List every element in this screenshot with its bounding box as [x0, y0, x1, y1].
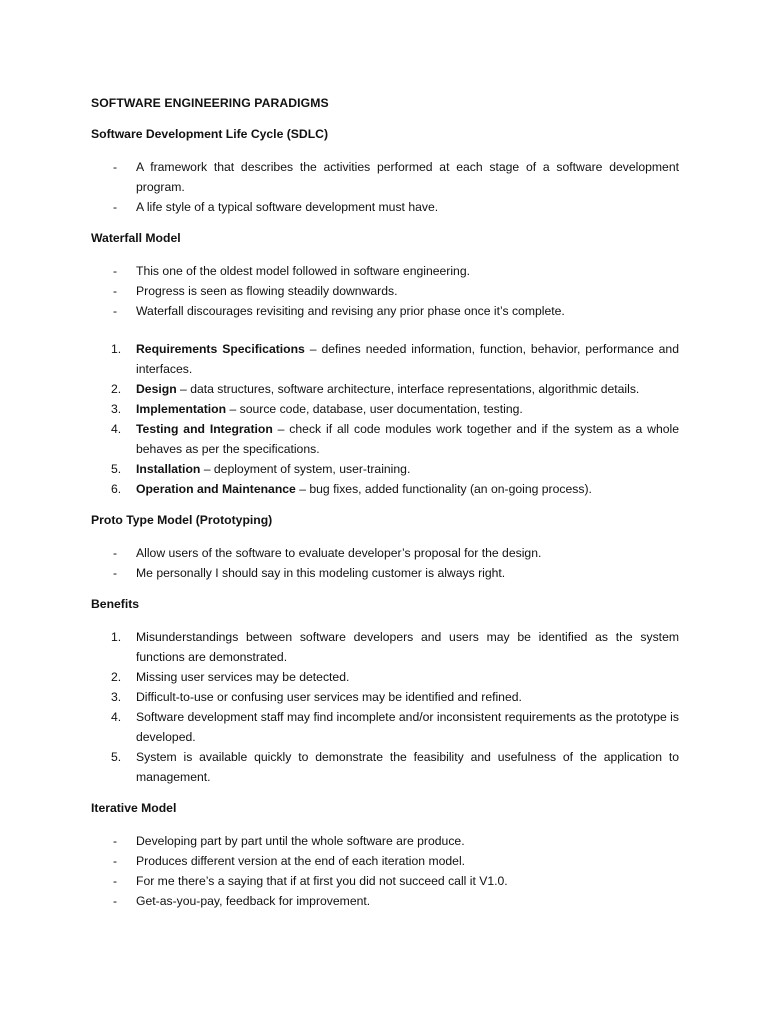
list-item: - For me there’s a saying that if at first you did not succeed call it V1.0.	[91, 871, 679, 891]
list-item: - Developing part by part until the whole software are produce.	[91, 831, 679, 851]
list-item: - Produces different version at the end of each iteration model.	[91, 851, 679, 871]
heading-waterfall-model: Waterfall Model	[91, 231, 181, 245]
list-item	[91, 339, 679, 379]
list-item: - A life style of a typical software development must have.	[91, 197, 679, 217]
list-item	[91, 707, 679, 747]
heading-benefits: Benefits	[91, 597, 140, 611]
heading-sdlc: Software Development Life Cycle (SDLC)	[91, 127, 329, 141]
phase-description: – defines needed information, function, behavior, performance and interfaces.	[136, 342, 679, 376]
item-number: 2.	[111, 382, 122, 396]
list-item: - This one of the oldest model followed in software engineering.	[91, 261, 679, 281]
list-item	[91, 419, 679, 459]
list-item: - A framework that describes the activities performed at each stage of a software development program.	[91, 157, 679, 197]
item-number: 3.	[111, 690, 122, 704]
phase-term: Operation and Maintenance	[136, 482, 296, 496]
item-number: 4.	[111, 710, 122, 724]
list-item: - Allow users of the software to evaluate developer’s proposal for the design.	[91, 543, 679, 563]
benefit-text: Missing user services may be detected.	[136, 670, 350, 684]
item-number: 4.	[111, 422, 122, 436]
heading-iterative-model: Iterative Model	[91, 801, 177, 815]
item-number: 1.	[111, 630, 122, 644]
sdlc-bullet-list	[91, 157, 679, 217]
iterative-bullet-list	[91, 831, 679, 911]
list-item	[91, 399, 679, 419]
waterfall-phases-list	[91, 339, 679, 499]
list-item	[91, 627, 679, 667]
phase-term: Implementation	[136, 402, 227, 416]
list-item	[91, 459, 679, 479]
list-item	[91, 667, 679, 687]
phase-description: – bug fixes, added functionality (an on-going process).	[295, 482, 592, 496]
phase-description: – source code, database, user documentation, testing.	[226, 402, 523, 416]
benefit-text: Software development staff may find incomplete and/or inconsistent requirements as the prototype is developed.	[136, 710, 679, 744]
benefit-text: System is available quickly to demonstrate the feasibility and usefulness of the application to management.	[136, 750, 679, 784]
phase-term: Testing and Integration	[136, 422, 273, 436]
item-number: 3.	[111, 402, 122, 416]
phase-term: Installation	[136, 462, 201, 476]
phase-description: – check if all code modules work together and if the system as a whole behaves as per the specifications.	[136, 422, 679, 456]
list-item	[91, 479, 679, 499]
heading-prototype-model: Proto Type Model (Prototyping)	[91, 513, 273, 527]
phase-term: Design	[136, 382, 177, 396]
list-item	[91, 379, 679, 399]
list-item: - Progress is seen as flowing steadily downwards.	[91, 281, 679, 301]
list-item	[91, 747, 679, 787]
benefit-text: Difficult-to-use or confusing user services may be identified and refined.	[136, 690, 522, 704]
item-number: 6.	[111, 482, 122, 496]
item-number: 2.	[111, 670, 122, 684]
item-number: 1.	[111, 342, 122, 356]
item-number: 5.	[111, 750, 122, 764]
list-item	[91, 687, 679, 707]
document-body	[91, 93, 679, 922]
list-item: - Waterfall discourages revisiting and revising any prior phase once it’s complete.	[91, 301, 679, 321]
list-item: - Me personally I should say in this modeling customer is always right.	[91, 563, 679, 583]
prototype-bullet-list	[91, 543, 679, 583]
waterfall-bullet-list	[91, 261, 679, 321]
list-item: - Get-as-you-pay, feedback for improvement.	[91, 891, 679, 911]
item-number: 5.	[111, 462, 122, 476]
document-title: SOFTWARE ENGINEERING PARADIGMS	[91, 96, 329, 110]
phase-description: – data structures, software architecture, interface representations, algorithmic details.	[176, 382, 640, 396]
phase-term: Requirements Specifications	[136, 342, 305, 356]
benefits-list	[91, 627, 679, 787]
benefit-text: Misunderstandings between software developers and users may be identified as the system functions are demonstrated.	[136, 630, 679, 664]
phase-description: – deployment of system, user-training.	[200, 462, 411, 476]
